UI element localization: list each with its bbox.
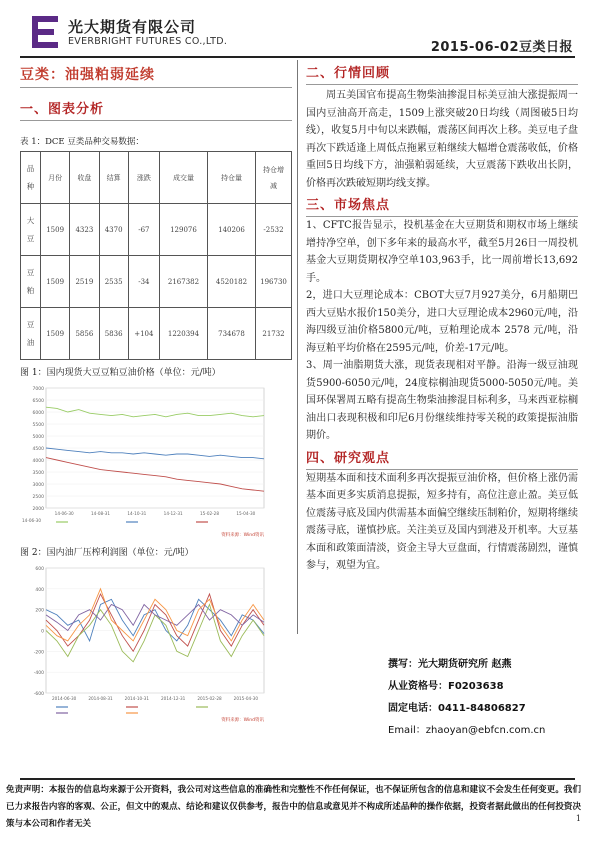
x-tick-label: 2015-04-30 [233, 696, 259, 701]
y-tick-label: 400 [35, 587, 44, 593]
table-header-cell: 成交量 [159, 152, 207, 204]
y-tick-label: 6500 [32, 399, 44, 404]
x-tick-label: 2014-10-31 [124, 696, 150, 701]
company-name-cn: 光大期货有限公司 [68, 18, 197, 36]
x-tick-label: 14-06-30 [54, 511, 74, 516]
x-tick-label: 14-10-31 [127, 511, 147, 516]
table-header-row [21, 152, 292, 204]
table-cell: 4520182 [207, 256, 255, 308]
page-number: 1 [575, 814, 581, 823]
y-tick-label: 4500 [32, 447, 44, 452]
table-cell: 5856 [70, 308, 99, 360]
table-cell: 2167382 [159, 256, 207, 308]
section-chart-analysis-title: 一、图表分析 [20, 102, 105, 117]
table-row [21, 308, 292, 360]
focus-item: 3、周一油脂期货大涨，现货表现相对平静。沿海一级豆油现货5900-6050元/吨，24度棕榈油现货5000-5050元/吨。美国环保署周五略有提高生物柴油掺混目标利多，马来西亚棕榈油出口表现积极和印尼6月份继续维持零关税的政策提振油脂期价。 [306, 360, 578, 441]
table-cell: -67 [128, 204, 159, 256]
x-tick-label: 15-04-30 [236, 511, 256, 516]
table-cell-name: 豆油 [21, 308, 41, 360]
table-cell: 1509 [41, 204, 70, 256]
right-column [306, 62, 578, 575]
table-cell: -34 [128, 256, 159, 308]
footer-divider [20, 778, 575, 780]
figure1-price-chart [20, 380, 270, 540]
y-tick-label: 2500 [32, 495, 44, 500]
y-tick-label: 3000 [32, 483, 44, 488]
table-cell-name: 大豆 [21, 204, 41, 256]
focus-item: 1、CFTC报告显示，投机基金在大豆期货和期权市场上继续增持净空单，创下多年来的最高水平，截至5月26日一周投机基金大豆期货期权净空单103,963手，比一周前增长13,692手。 [306, 220, 578, 284]
figure1-caption: 图 1：国内现货大豆豆粕豆油价格（单位：元/吨） [20, 368, 221, 378]
focus-item: 2，进口大豆理论成本：CBOT大豆7月927美分，6月船期巴西大豆贴水报价150美分，进口大豆理论成本2960元/吨，沿海四级豆油价格5800元/吨，豆粕理论成本 2578 元/吨，沿海豆粕平均价格在2595元/吨，价差-17元/吨。 [306, 290, 578, 354]
author-line: 撰写：光大期货研究所 赵燕 [388, 659, 512, 670]
table-header-cell: 持仓量 [207, 152, 255, 204]
table-row [21, 204, 292, 256]
section-market-focus-title: 三、市场焦点 [306, 198, 391, 213]
table-cell: 5836 [99, 308, 128, 360]
table-cell: 129076 [159, 204, 207, 256]
x-tick-label: 14-12-31 [163, 511, 183, 516]
x-start-label: 14-06-30 [22, 518, 42, 523]
report-date: 2015-06-02豆类日报 [430, 40, 573, 55]
x-tick-label: 2014-06-30 [51, 696, 77, 701]
x-tick-label: 2014-08-31 [88, 696, 113, 701]
table-cell: 1509 [41, 256, 70, 308]
table-cell: 4323 [70, 204, 99, 256]
y-tick-label: 4000 [32, 459, 44, 464]
y-tick-label: -600 [33, 692, 44, 697]
table-cell: 1509 [41, 308, 70, 360]
table-row [21, 256, 292, 308]
table-cell: 1220394 [159, 308, 207, 360]
research-view-text: 短期基本面和技术面利多再次提振豆油价格，但价格上涨仍需基本面更多实质消息提振，短多持有，高位注意止盈。美豆低位震荡寻底及国内供需基本面偏空继续压制粕价，短期将继续震荡寻底，谨慎抄底。关注美豆及国内到港及开机率。大豆基本面和政策面清淡，资金主导大豆盘面，行情震荡剧烈，谨慎参与，观望为宜。 [306, 472, 578, 571]
y-tick-label: 0 [41, 629, 44, 635]
section-rule [306, 84, 578, 85]
figure2-crush-margin-chart [20, 560, 270, 725]
company-name-en: EVERBRIGHT FUTURES CO.,LTD. [68, 36, 228, 47]
table-cell: 2535 [99, 256, 128, 308]
x-tick-label: 2015-02-28 [197, 696, 222, 701]
y-tick-label: 3500 [32, 471, 44, 476]
table-caption: 表 1：DCE 豆类品种交易数据： [20, 137, 144, 147]
table-cell: 196730 [256, 256, 292, 308]
y-tick-label: 2000 [32, 507, 44, 512]
table-header-cell: 涨跌 [128, 152, 159, 204]
section-rule [20, 120, 292, 121]
table-cell: 140206 [207, 204, 255, 256]
table-cell: -2532 [256, 204, 292, 256]
page-header [20, 12, 575, 56]
y-tick-label: -400 [33, 671, 44, 677]
table-header-cell: 持仓增减 [256, 152, 292, 204]
table-cell: 2519 [70, 256, 99, 308]
chart-source-label: 资料来源：Wind资讯 [221, 533, 264, 538]
y-tick-label: 5500 [32, 423, 44, 428]
table-header-cell: 结算 [99, 152, 128, 204]
y-tick-label: 200 [35, 608, 44, 614]
y-tick-label: 7000 [32, 387, 44, 392]
market-review-text: 周五美国官布提高生物柴油掺混目标美豆油大涨提振周一国内豆油高开高走，1509上涨突破20日均线（周图破5日均线），收复5月中旬以来跌幅，震荡区间再次上移。美豆电子盘再次下跌适逢上周低点拖累豆粕继续大幅增仓震荡收低，价格重回5日均线下方，油强粕弱延续，大豆震荡下跌收出长阴，价格再次跌破短期均线支撑。 [306, 90, 578, 189]
chart-source-label: 资料来源：Wind资讯 [221, 718, 264, 723]
company-logo-icon [32, 16, 60, 48]
section-research-view-title: 四、研究观点 [306, 450, 391, 466]
y-tick-label: 600 [35, 567, 44, 572]
column-divider [297, 60, 298, 634]
left-column [20, 62, 292, 725]
table-header-cell: 品种 [21, 152, 41, 204]
disclaimer-text: 免责声明：本报告的信息均来源于公开资料，我公司对这些信息的准确性和完整性不作任何保证，也不保证所包含的信息和建议不会发生任何变更。我们已力求报告内容的客观、公正，但文中的观点、结论和建议仅供参考，报告中的信息或意见并不构成所述品种的操作依据，投资者据此做出的任何投资决策与本公司和作者无关 [6, 785, 581, 829]
y-tick-label: 5000 [32, 435, 44, 440]
table-header-cell: 月份 [41, 152, 70, 204]
report-title: 豆类：油强粕弱延续 [20, 67, 155, 83]
table-cell: +104 [128, 308, 159, 360]
header-divider [20, 56, 575, 58]
x-tick-label: 15-02-28 [199, 511, 220, 516]
email-line[interactable]: Email：zhaoyan@ebfcn.com.cn [388, 725, 546, 736]
y-tick-label: 6000 [32, 411, 44, 416]
section-market-review-title: 二、行情回顾 [306, 66, 391, 81]
title-rule [20, 87, 292, 88]
figure2-caption: 图 2：国内油厂压榨利润图（单位：元/吨） [20, 548, 194, 558]
table-cell-name: 豆粕 [21, 256, 41, 308]
table-cell: 4370 [99, 204, 128, 256]
license-line: 从业资格号：F0203638 [388, 681, 504, 692]
y-tick-label: -200 [33, 650, 44, 656]
author-signature [388, 655, 588, 743]
x-tick-label: 14-08-31 [90, 511, 111, 516]
x-tick-label: 2014-12-31 [160, 696, 186, 701]
dce-trading-table [20, 151, 292, 360]
table-cell: 21732 [256, 308, 292, 360]
table-cell: 734678 [207, 308, 255, 360]
table-header-cell: 收盘 [70, 152, 99, 204]
phone-line: 固定电话：0411-84806827 [388, 703, 526, 714]
